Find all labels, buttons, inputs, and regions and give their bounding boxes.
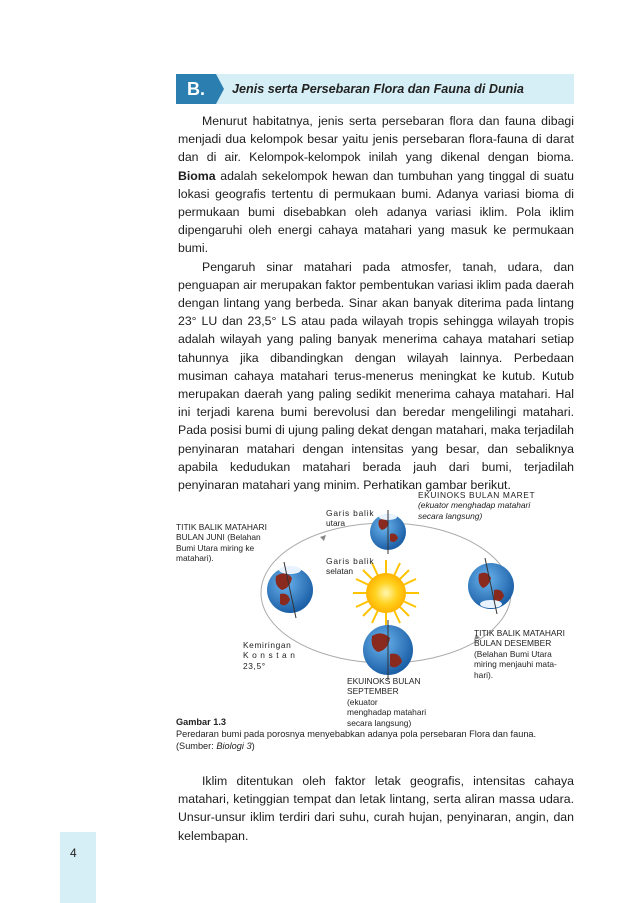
page-number: 4 xyxy=(70,846,77,860)
section-title: Jenis serta Persebaran Flora dan Fauna di Dunia xyxy=(232,82,524,96)
label-solstice-december: TITIK BALIK MATAHARI BULAN DESEMBER (Belahan Bumi Utara miring menjauhi mata- hari). xyxy=(474,628,565,680)
paragraph-3: Iklim ditentukan oleh faktor letak geografis, intensitas cahaya matahari, ketinggian tempat dan letak lintang, serta aliran massa udara. Unsur-unsur iklim terdiri dari suhu, curah hujan, penyinaran, angin, dan kelembapan. xyxy=(178,774,574,843)
caption-text: Peredaran bumi pada porosnya menyebabkan adanya pola persebaran Flora dan fauna. xyxy=(176,729,537,739)
section-chevron xyxy=(216,74,224,104)
body-text-2 xyxy=(178,772,574,845)
label-equinox-march: EKUINOKS BULAN MARET (ekuator menghadap matahari secara langsung) xyxy=(418,490,536,521)
label-tropic-north: Garis balik utara xyxy=(326,508,375,529)
paragraph-1: Menurut habitatnya, jenis serta persebaran flora dan fauna dibagi menjadi dua kelompok besar yaitu jenis persebaran flora-fauna di darat dan di air. Kelompok-kelompok inilah yang dikenal dengan bioma. Bioma adalah sekelompok hewan dan tumbuhan yang tinggal di suatu lokasi geografis tertentu di permukaan bumi. Adanya variasi bioma di permukaan bumi disebabkan oleh adanya variasi iklim. Pola iklim dipengaruhi oleh energi cahaya matahari yang masuk ke permukaan bumi. xyxy=(178,114,574,256)
paragraph-2: Pengaruh sinar matahari pada atmosfer, tanah, udara, dan penguapan air merupakan faktor pembentukan variasi iklim pada daerah dengan lintang yang berbeda. Sinar akan banyak diterima pada lintang 23° LU dan 23,5° LS atau pada wilayah tropis sehingga wilayah tropis adalah wilayah yang paling banyak menerima cahaya matahari setiap tahunnya jika dibandingkan dengan wilayah lainnya. Perbedaan musiman cahaya matahari terus-menerus meningkat ke kutub. Kutub merupakan daerah yang paling sedikit menerima cahaya matahari. Hal ini terjadi karena bumi berevolusi dan beredar mengelilingi matahari. Pada posisi bumi di ujung paling dekat dengan matahari, maka terjadilah penyinaran matahari dengan intensitas yang besar, dan sebaliknya apabila kedudukan matahari berada jauh dari bumi, terjadilah penyinaran matahari yang minim. Perhatikan gambar berikut. xyxy=(178,259,574,493)
earth-december-icon xyxy=(468,558,514,614)
figure-caption xyxy=(176,716,578,752)
page-margin-strip xyxy=(60,832,96,903)
caption-source: (Sumber: Biologi 3) xyxy=(176,741,255,751)
label-tropic-south: Garis balik selatan xyxy=(326,556,375,577)
label-tilt: Kemiringan K o n s t a n 23,5° xyxy=(243,640,296,671)
caption-title: Gambar 1.3 xyxy=(176,717,227,727)
section-letter: B. xyxy=(176,74,216,104)
earth-september-icon xyxy=(363,620,413,680)
term-bioma: Bioma xyxy=(178,168,216,183)
orbit-arrow-icon xyxy=(320,535,326,541)
body-text xyxy=(178,112,574,494)
label-equinox-september: EKUINOKS BULAN SEPTEMBER (ekuator menghadap matahari secara langsung) xyxy=(347,676,427,728)
earth-june-icon xyxy=(267,562,313,618)
label-solstice-june: TITIK BALIK MATAHARI BULAN JUNI (Belahan Bumi Utara miring ke matahari). xyxy=(176,522,267,564)
